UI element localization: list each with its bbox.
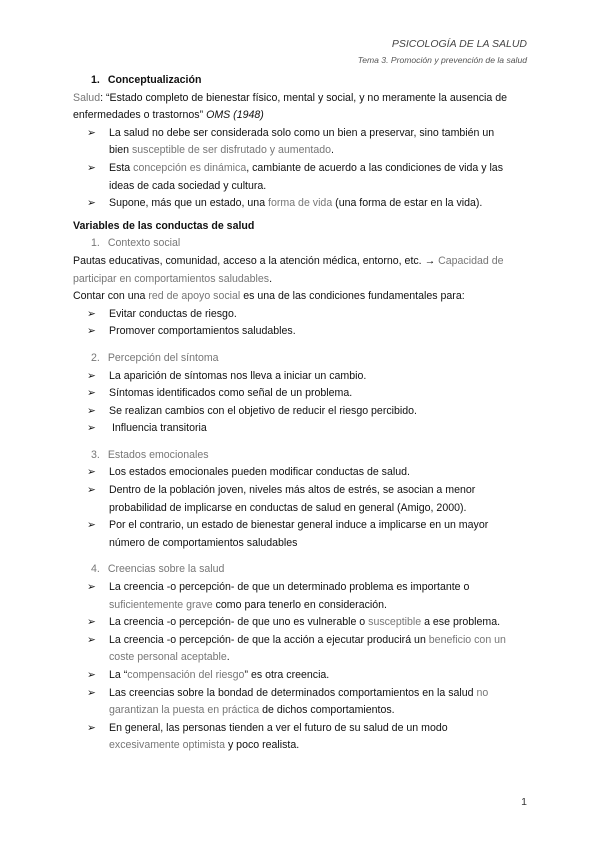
paragraph-line: Pautas educativas, comunidad, acceso a la atención médica, entorno, etc. → Capacidad de	[73, 254, 504, 267]
arrow-bullet-icon: ➢	[87, 161, 96, 174]
list-item: ➢ Las creencias sobre la bondad de determinados comportamientos en la salud no garantizan la puesta en práctica de dichos comportamientos.	[87, 686, 489, 717]
header-subtitle: Tema 3. Promoción y prevención de la salud	[357, 55, 527, 65]
list-item: ➢ Influencia transitoria	[73, 420, 528, 438]
paragraph-line: participar en comportamientos saludables.	[73, 272, 273, 285]
arrow-bullet-icon: ➢	[87, 669, 96, 681]
list-item: ➢ En general, las personas tienden a ver el futuro de su salud de un modo excesivamente optimista y poco realista.	[87, 721, 448, 752]
list-item: ➢ Los estados emocionales pueden modificar conductas de salud.	[73, 464, 528, 482]
list-item: ➢ Síntomas identificados como señal de un problema.	[73, 385, 528, 403]
variables-heading: Variables de las conductas de salud	[73, 219, 255, 232]
list-item: ➢ Promover comportamientos saludables.	[73, 323, 528, 341]
list-item: ➢ Dentro de la población joven, niveles más altos de estrés, se asocian a menor probabilidad de implicarse en conductas de salud en general (Amigo, 2000).	[87, 484, 476, 514]
arrow-bullet-icon: ➢	[87, 633, 96, 646]
arrow-bullet-icon: ➢	[87, 197, 96, 210]
list-item: ➢ Se realizan cambios con el objetivo de reducir el riesgo percibido.	[73, 403, 528, 421]
arrow-bullet-icon: ➢	[87, 422, 96, 435]
arrow-bullet-icon: ➢	[87, 721, 96, 734]
page-content	[73, 72, 528, 755]
arrow-bullet-icon: ➢	[87, 369, 96, 382]
list-item: ➢ La “compensación del riesgo” es otra creencia.	[73, 667, 528, 685]
definition-line: enfermedades o trastornos” OMS (1948)	[73, 109, 264, 122]
arrow-bullet-icon: ➢	[87, 484, 96, 497]
arrow-bullet-icon: ➢	[87, 307, 96, 320]
list-item: ➢ La creencia -o percepción- de que la acción a ejecutar producirá un beneficio con un coste personal aceptable.	[87, 633, 506, 664]
arrow-bullet-icon: ➢	[87, 325, 96, 338]
list-item: ➢ La creencia -o percepción- de que un determinado problema es importante o suficientemente grave como para tenerlo en consideración.	[87, 581, 470, 611]
subsection-heading: 1. Contexto social	[91, 237, 181, 250]
page-number: 1	[521, 796, 527, 808]
arrow-bullet-icon: ➢	[87, 616, 96, 629]
list-item: ➢ Evitar conductas de riesgo.	[73, 306, 528, 324]
subsection-heading: 2. Percepción del síntoma	[91, 351, 219, 364]
definition-line: Salud: “Estado completo de bienestar físico, mental y social, y no meramente la ausencia de	[73, 91, 508, 104]
list-item: ➢ La salud no debe ser considerada solo como un bien a preservar, sino también un bien susceptible de ser disfrutado y aumentado.	[87, 126, 495, 157]
list-item: ➢ La creencia -o percepción- de que uno es vulnerable o susceptible a ese problema.	[73, 614, 528, 632]
arrow-bullet-icon: ➢	[87, 404, 96, 417]
subsection-heading: 4. Creencias sobre la salud	[91, 563, 225, 576]
arrow-bullet-icon: ➢	[87, 686, 96, 699]
paragraph-line: Contar con una red de apoyo social es una de las condiciones fundamentales para:	[73, 290, 465, 303]
section-heading: 1. Conceptualización	[91, 74, 202, 86]
arrow-bullet-icon: ➢	[87, 519, 96, 532]
header-title: PSICOLOGÍA DE LA SALUD	[391, 38, 527, 50]
list-item: ➢ Supone, más que un estado, una forma de vida (una forma de estar en la vida).	[73, 195, 528, 213]
arrow-bullet-icon: ➢	[87, 126, 96, 139]
arrow-bullet-icon: ➢	[87, 581, 96, 594]
subsection-heading: 3. Estados emocionales	[91, 448, 209, 461]
list-item: ➢ Por el contrario, un estado de bienestar general induce a implicarse en un mayor número de comportamientos saludables	[87, 519, 489, 549]
arrow-bullet-icon: ➢	[87, 387, 96, 400]
list-item: ➢ La aparición de síntomas nos lleva a iniciar un cambio.	[73, 368, 528, 386]
arrow-bullet-icon: ➢	[87, 466, 96, 479]
list-item: ➢ Esta concepción es dinámica, cambiante de acuerdo a las condiciones de vida y las ideas de cada sociedad y cultura.	[87, 161, 503, 192]
